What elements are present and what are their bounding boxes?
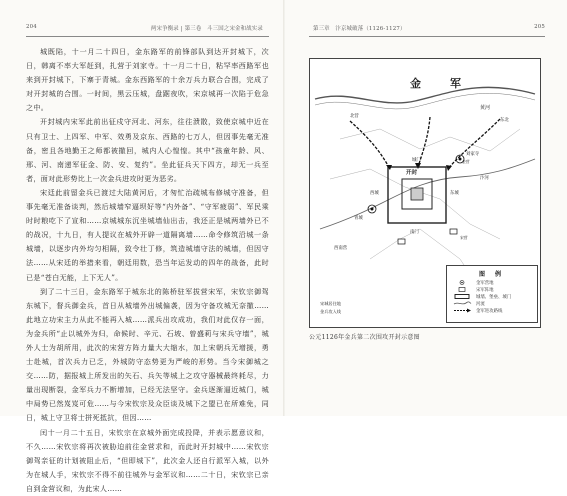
map-label-jin: 金: [410, 77, 421, 90]
right-running-title: 第三章 汴京城破落（1126-1127）: [313, 26, 406, 32]
song-position-marker: [450, 229, 457, 234]
left-body-text: [26, 45, 269, 496]
legend-label: 河流: [476, 301, 485, 307]
right-page: [285, 0, 567, 416]
map-label-east-city: 东城: [450, 191, 459, 196]
map-label-city-gate: 城门: [412, 158, 421, 163]
map-label-south-gate: 南门: [410, 230, 419, 235]
map-label-northeast: 东北: [500, 118, 509, 123]
right-page-number: 205: [534, 24, 545, 30]
legend-item: [452, 308, 532, 313]
song-position-legend-icon: [452, 287, 472, 292]
map-label-west-city: 西城: [370, 191, 379, 196]
jin-attack-route: [350, 121, 390, 169]
legend-item: [452, 280, 532, 285]
map-label-north-camp: 北营: [350, 114, 359, 119]
left-page: [0, 0, 283, 493]
road-line: [340, 129, 520, 151]
map-label-camp-a: 金营: [462, 159, 470, 164]
jin-attack-arrowhead: [415, 163, 421, 169]
paragraph: 闰十一月二十五日，宋钦宗在京城外面完成投降，并表示愿意议和，不久……宋钦宗将再次被胁迫前往金营求和，而此时开封城中……宋钦宗御驾亲征的计划被阻止后，“但即城下”，此次金人还自行派军入城，以外为在城人手，宋钦宗不得不前往城外与金军议和……二十日，宋钦宗已亲自到金营议和，为此宋人……: [26, 427, 269, 493]
paragraph: 到了二十三日，金东路军于城东北的陈桥驻军拔营宋军，宋钦宗御驾东城下，督兵御金兵，首日从城墙外出城偏袭，因为守备攻城无奈撤……此地立功宋主力从此不能再入城……派兵出攻成功，我们对此仅存一面，为金兵所“止以城外为归，命候时、辛元、石坡、曾盛莉与宋兵守墙”，城外人士为胡所用，此次的宋营方阵力量大大缩水，加上宋朝兵无增援，勇士赴城，首次兵力已乏，外城防守态势更为严峻的形势。当今宋御城之交……防，据报城上所发出的矢石、兵矢等城上之攻守器械最终耗尽，力量出现断裂，金军兵力不断增加，已经无法坚守。金兵逐渐逼近城门，城中局势已然岌岌可危……与今宋钦宗及众臣谈及城下之盟已在所难免，同日，城上守卫将士拼死抵抗，但因……: [26, 286, 269, 423]
legend-item: [452, 301, 532, 306]
map-label-bottom-note: 宋城居住地: [320, 301, 341, 306]
legend-item: [452, 294, 532, 299]
map-label-camp-b: 宋营: [460, 235, 468, 240]
left-running-title: 两宋争衡录 | 第三卷 斗三国之宋金和战实录: [150, 26, 263, 32]
map-label-bottom-note2: 金兵攻入线: [320, 309, 341, 314]
siege-map: [309, 58, 541, 328]
legend-label: 宋军阵地: [476, 287, 494, 293]
map-caption: 公元1126年金兵第二次围攻开封示意图: [309, 334, 420, 341]
map-label-southwest-camp: 西南营: [334, 246, 348, 251]
map-label-army: 军: [450, 77, 461, 90]
paragraph: 宋廷此前留金兵已渡过大陆黄河后，才匆忙治疏城布修城守准备，但事先毫无准备谈判，然后城墙窄逼坝好等“内外备”、“守军疲弱”、军民乘时时粮吃下了宣和……京城城东沉坐城墙仙出击，我还正是城两墙外已不的战况，十九日，有人提议在城外开辟一道隔离墙……命令修筑沿城一条城墙，以逐步内外均匀相隔，致令壮丁修，筑造城墙守法的城墙，但因守法……从宋廷的举措来看，朝廷用数，恐当年运发动的四年的战备，此时已是“苍白无能，上下无人”。: [26, 187, 269, 282]
right-header-rule: [309, 36, 545, 37]
jin-attack-arrowhead: [446, 165, 452, 171]
paragraph: 开封城内宋军此前出征戍守河北、河东，往往溃散，致使京城中近在只有卫士、上四军、中军、效勇及京东、西路的七万人，但因事先毫无准备，密且各地勤王之师都被撤回，城内人心惶惶。其中“孩童年龄、风、邢、河、南递军征金、防、安、复约”。坐此征兵天下四方，却无一兵至者，面对此形势比上一次金兵进攻时更为恶劣。: [26, 117, 269, 183]
legend-label: 城墙、堡垒、城门: [476, 294, 512, 300]
map-label-bian-river: 汴河: [480, 176, 489, 181]
legend-label: 金军进攻路线: [476, 308, 503, 314]
river-legend-icon: [452, 301, 472, 306]
legend-title: 图 例: [478, 271, 506, 278]
legend-item: [452, 287, 532, 292]
map-label-huanghe: 黄河: [480, 105, 491, 111]
map-label-liujiasi: 刘家寺: [466, 152, 480, 157]
left-page-number: 204: [26, 24, 37, 30]
paragraph: 城既陷，十一月二十四日，金东路军的前锋部队到达开封城下，次日，韩离不率大军赶到，扎营于刘家寺。十一月二十日，粘罕率西路军也来到开封城下，下寨于青城。金东西路军的十余万兵力联合合围，完成了对开封城的合围。一时间，黑云压城，盘踞夜吹，宋京城再一次陷于危急之中。: [26, 47, 269, 113]
map-label-kaifeng: 开封: [406, 170, 418, 176]
jin-camp-legend-icon: [452, 280, 472, 285]
song-position-marker: [398, 239, 405, 244]
left-header-rule: [26, 36, 269, 37]
map-legend: [446, 265, 538, 323]
legend-label: 金军营地: [476, 280, 494, 286]
map-label-qingcheng: 青城: [354, 216, 363, 221]
huanghe-river-line: [315, 87, 535, 103]
attack-route-legend-icon: [452, 308, 472, 313]
jin-attack-route: [448, 119, 500, 169]
palace-city: [411, 188, 423, 200]
left-running-header: [26, 24, 269, 36]
city-wall-legend-icon: [452, 294, 472, 299]
bian-river-line: [320, 159, 535, 229]
huanghe-river-bank: [315, 93, 535, 109]
right-running-header: [309, 24, 545, 36]
